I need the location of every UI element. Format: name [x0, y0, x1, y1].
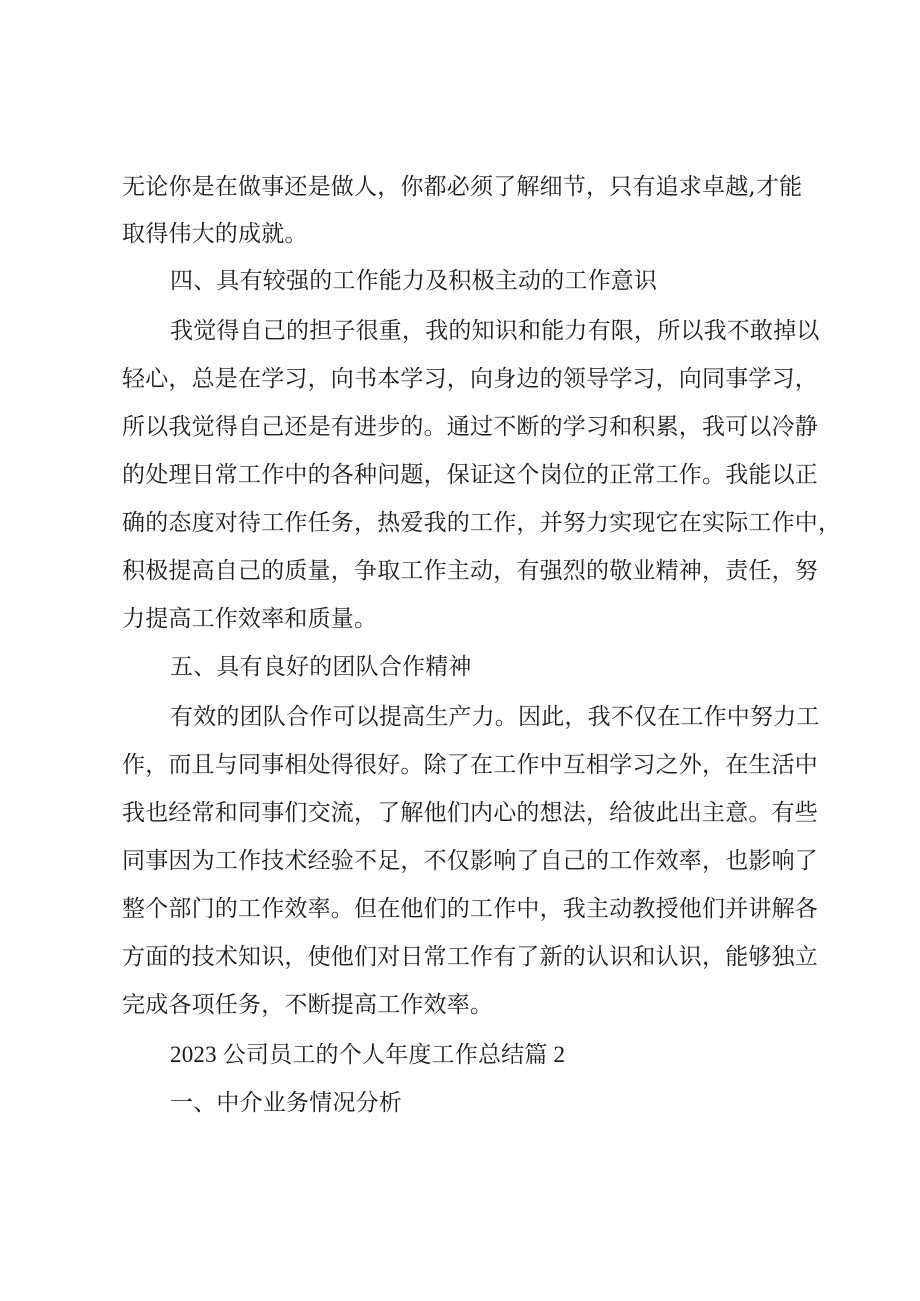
section5-line-1: 有效的团队合作可以提高生产力。因此，我不仅在工作中努力工 — [170, 704, 820, 730]
section4-line-2: 轻心，总是在学习，向书本学习，向身边的领导学习，向同事学习， — [122, 366, 818, 392]
section5-line-7: 完成各项任务，不断提高工作效率。 — [122, 992, 494, 1018]
section4-line-6: 积极提高自己的质量，争取工作主动，有强烈的敬业精神，责任，努 — [122, 558, 818, 584]
section5-line-2: 作，而且与同事相处得很好。除了在工作中互相学习之外，在生活中 — [122, 752, 818, 778]
section5-heading: 五、具有良好的团队合作精神 — [170, 654, 472, 680]
article2-section1-heading: 一、中介业务情况分析 — [170, 1090, 402, 1116]
section4-line-7: 力提高工作效率和质量。 — [122, 606, 378, 632]
intro-line-2: 取得伟大的成就。 — [122, 221, 308, 247]
section4-line-3: 所以我觉得自己还是有进步的。通过不断的学习和积累，我可以冷静 — [122, 414, 818, 440]
section4-heading: 四、具有较强的工作能力及积极主动的工作意识 — [170, 268, 658, 294]
article2-title: 2023 公司员工的个人年度工作总结篇 2 — [170, 1042, 566, 1067]
section5-line-3: 我也经常和同事们交流，了解他们内心的想法，给彼此出主意。有些 — [122, 800, 818, 826]
intro-line-1: 无论你是在做事还是做人，你都必须了解细节，只有追求卓越,才能 — [122, 174, 803, 200]
section4-line-5: 确的态度对待工作任务，热爱我的工作，并努力实现它在实际工作中， — [122, 510, 842, 536]
section4-line-1: 我觉得自己的担子很重，我的知识和能力有限，所以我不敢掉以 — [170, 318, 820, 344]
section4-line-4: 的处理日常工作中的各种问题，保证这个岗位的正常工作。我能以正 — [122, 462, 818, 488]
section5-line-5: 整个部门的工作效率。但在他们的工作中，我主动教授他们并讲解各 — [122, 896, 818, 922]
section5-line-6: 方面的技术知识，使他们对日常工作有了新的认识和认识，能够独立 — [122, 944, 818, 970]
section5-line-4: 同事因为工作技术经验不足，不仅影响了自己的工作效率，也影响了 — [122, 848, 818, 874]
